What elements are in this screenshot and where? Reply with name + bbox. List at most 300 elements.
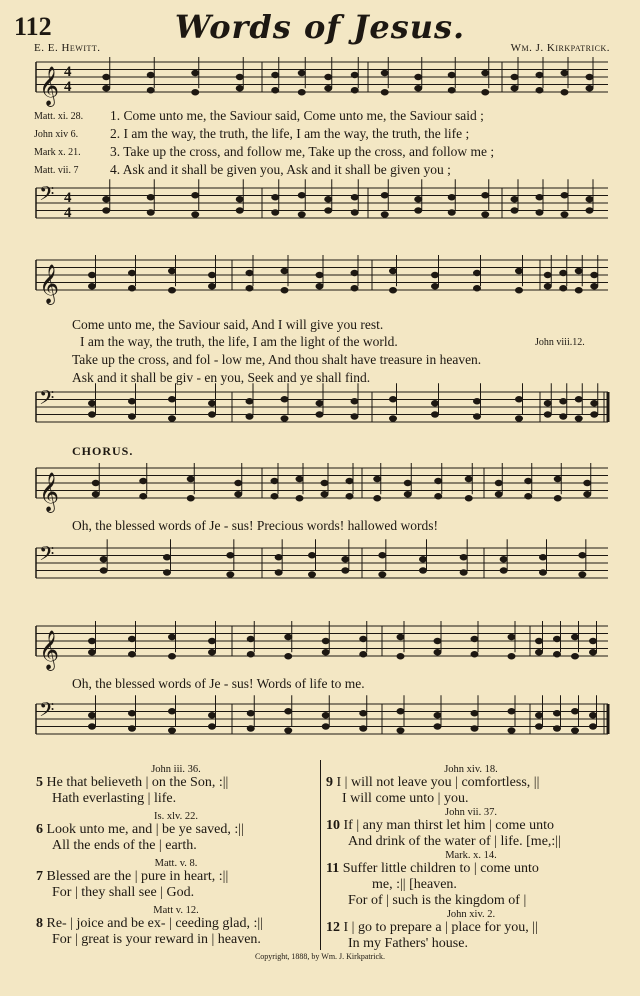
- notehead: [471, 636, 479, 642]
- notehead: [471, 725, 479, 731]
- notehead: [298, 70, 306, 76]
- notehead: [351, 194, 359, 200]
- notehead: [284, 634, 292, 640]
- notehead: [168, 653, 176, 659]
- notehead: [187, 495, 195, 501]
- notehead: [404, 480, 412, 486]
- notehead: [389, 287, 397, 293]
- notehead: [389, 396, 397, 402]
- notehead: [535, 723, 543, 729]
- stanza-ref: Mark. x. 14.: [445, 850, 497, 861]
- notehead: [448, 194, 456, 200]
- notehead: [226, 571, 234, 577]
- verse-line: Ask and it shall be giv - en you, Seek and ye shall find.: [72, 370, 371, 385]
- notehead: [578, 571, 586, 577]
- notehead: [316, 411, 324, 417]
- notehead: [586, 85, 594, 91]
- verse-line: I am the way, the truth, the life, I am the light of the world.: [80, 334, 398, 349]
- notehead: [321, 491, 329, 497]
- chorus-line: Oh, the blessed words of Je - sus! Words of life to me.: [72, 676, 365, 691]
- notehead: [351, 87, 359, 93]
- notehead: [322, 712, 330, 718]
- notehead: [316, 283, 324, 289]
- notehead: [275, 554, 283, 560]
- notehead: [381, 192, 389, 198]
- notehead: [524, 493, 532, 499]
- notehead: [324, 85, 332, 91]
- chorus-label: CHORUS.: [72, 444, 134, 458]
- notehead: [359, 636, 367, 642]
- notehead: [191, 192, 199, 198]
- time-signature: 4: [64, 190, 72, 206]
- scripture-ref: Mark x. 21.: [34, 147, 81, 158]
- notehead: [495, 491, 503, 497]
- chorus-line: Oh, the blessed words of Je - sus! Precious words! hallowed words!: [72, 518, 438, 533]
- notehead: [414, 74, 422, 80]
- notehead: [578, 552, 586, 558]
- notehead: [359, 651, 367, 657]
- notehead: [553, 710, 561, 716]
- notehead: [88, 723, 96, 729]
- notehead: [236, 196, 244, 202]
- bass-staff-system-2: [0, 382, 640, 442]
- notehead: [88, 283, 96, 289]
- notehead: [561, 211, 569, 217]
- notehead: [324, 196, 332, 202]
- bass-staff-system-4: [0, 694, 640, 754]
- stanza-line: me, :|| [heaven.: [372, 877, 457, 892]
- treble-clef-icon: 𝄞: [39, 66, 60, 106]
- notehead: [284, 708, 292, 714]
- stanza-column-right: [326, 764, 616, 952]
- notehead: [247, 636, 255, 642]
- notehead: [281, 268, 289, 274]
- notehead: [208, 283, 216, 289]
- stanza: [326, 850, 616, 909]
- notehead: [397, 708, 405, 714]
- notehead: [346, 493, 354, 499]
- notehead: [168, 415, 176, 421]
- notehead: [208, 400, 216, 406]
- page-number: 112: [14, 12, 52, 41]
- notehead: [246, 285, 254, 291]
- notehead: [281, 396, 289, 402]
- notehead: [378, 552, 386, 558]
- notehead: [544, 283, 552, 289]
- notehead: [554, 495, 562, 501]
- notehead: [298, 192, 306, 198]
- notehead: [481, 70, 489, 76]
- treble-clef-icon: 𝄞: [39, 630, 60, 670]
- notehead: [539, 554, 547, 560]
- treble-staff-system-1: [0, 52, 640, 112]
- notehead: [508, 708, 516, 714]
- notehead: [511, 207, 519, 213]
- stanza-ref: John xiv. 2.: [446, 909, 496, 920]
- notehead: [586, 196, 594, 202]
- notehead: [575, 268, 583, 274]
- notehead: [321, 480, 329, 486]
- stanza-number: 8: [36, 916, 43, 931]
- verse-line: Come unto me, the Saviour said, And I will give you rest.: [72, 317, 384, 332]
- author-credit: E. E. Hewitt.: [34, 42, 101, 54]
- stanza-number: 10: [326, 818, 340, 833]
- bass-staff-system-1: [0, 178, 640, 238]
- notehead: [431, 272, 439, 278]
- notehead: [296, 495, 304, 501]
- stanza-ref: Is. xlv. 22.: [154, 811, 198, 822]
- notehead: [553, 651, 561, 657]
- notehead: [92, 480, 100, 486]
- notehead: [100, 567, 108, 573]
- notehead: [281, 287, 289, 293]
- verse-line: 3. Take up the cross, and follow me, Take up the cross, and follow me ;: [110, 144, 495, 159]
- notehead: [351, 72, 359, 78]
- notehead: [322, 638, 330, 644]
- notehead: [473, 270, 481, 276]
- notehead: [434, 493, 442, 499]
- notehead: [236, 74, 244, 80]
- notehead: [322, 723, 330, 729]
- bass-staff-system-3: [0, 538, 640, 598]
- notehead: [536, 194, 544, 200]
- notehead: [139, 493, 147, 499]
- stanza: [36, 764, 316, 807]
- bass-clef-icon: 𝄢: [39, 386, 55, 414]
- stanza-line: For of | such is the kingdom of |: [348, 893, 527, 908]
- notehead: [271, 493, 279, 499]
- notehead: [414, 207, 422, 213]
- notehead: [236, 85, 244, 91]
- notehead: [341, 556, 349, 562]
- stanza: [36, 811, 316, 854]
- notehead: [88, 649, 96, 655]
- notehead: [544, 272, 552, 278]
- stanza-number: 5: [36, 775, 43, 790]
- notehead: [275, 569, 283, 575]
- notehead: [281, 415, 289, 421]
- notehead: [559, 413, 567, 419]
- notehead: [448, 209, 456, 215]
- bass-clef-icon: 𝄢: [39, 182, 55, 210]
- notehead: [128, 725, 136, 731]
- notehead: [139, 478, 147, 484]
- notehead: [168, 268, 176, 274]
- notehead: [465, 495, 473, 501]
- notehead: [561, 192, 569, 198]
- notehead: [351, 209, 359, 215]
- notehead: [168, 396, 176, 402]
- notehead: [389, 268, 397, 274]
- notehead: [590, 400, 598, 406]
- notehead: [128, 710, 136, 716]
- notehead: [351, 398, 359, 404]
- stanza-line: Suffer little children to | come unto: [342, 861, 539, 876]
- notehead: [434, 712, 442, 718]
- scripture-ref: Matt. xi. 28.: [34, 111, 84, 122]
- stanza-line: Look unto me, and | be ye saved, :||: [46, 822, 244, 837]
- notehead: [481, 192, 489, 198]
- notehead: [284, 727, 292, 733]
- column-divider: [320, 760, 321, 950]
- notehead: [147, 209, 155, 215]
- notehead: [536, 72, 544, 78]
- notehead: [163, 554, 171, 560]
- notehead: [539, 569, 547, 575]
- notehead: [434, 723, 442, 729]
- notehead: [559, 285, 567, 291]
- notehead: [128, 636, 136, 642]
- notehead: [246, 413, 254, 419]
- composer-credit: Wm. J. Kirkpatrick.: [510, 42, 610, 54]
- notehead: [378, 571, 386, 577]
- notehead: [554, 476, 562, 482]
- notehead: [571, 634, 579, 640]
- notehead: [575, 396, 583, 402]
- notehead: [590, 283, 598, 289]
- notehead: [561, 89, 569, 95]
- stanza-line: I will come unto | you.: [342, 791, 469, 806]
- stanza-line: He that believeth | on the Son, :||: [46, 775, 229, 790]
- notehead: [524, 478, 532, 484]
- notehead: [102, 74, 110, 80]
- notehead: [404, 491, 412, 497]
- stanza-number: 7: [36, 869, 43, 884]
- notehead: [544, 400, 552, 406]
- notehead: [88, 411, 96, 417]
- notehead: [247, 725, 255, 731]
- stanza: [36, 905, 316, 948]
- notehead: [535, 649, 543, 655]
- notehead: [515, 268, 523, 274]
- notehead: [247, 710, 255, 716]
- notehead: [308, 552, 316, 558]
- notehead: [298, 211, 306, 217]
- notehead: [575, 287, 583, 293]
- notehead: [88, 272, 96, 278]
- notehead: [346, 478, 354, 484]
- notehead: [208, 649, 216, 655]
- notehead: [322, 649, 330, 655]
- notehead: [128, 651, 136, 657]
- notehead: [208, 411, 216, 417]
- stanza-line: All the ends of the | earth.: [52, 838, 197, 853]
- notehead: [511, 74, 519, 80]
- notehead: [271, 194, 279, 200]
- notehead: [434, 478, 442, 484]
- bass-clef-icon: 𝄢: [39, 542, 55, 570]
- notehead: [481, 89, 489, 95]
- notehead: [508, 634, 516, 640]
- notehead: [434, 649, 442, 655]
- notehead: [208, 638, 216, 644]
- notehead: [589, 712, 597, 718]
- stanza-ref: John iii. 36.: [151, 764, 201, 775]
- notehead: [589, 649, 597, 655]
- notehead: [187, 476, 195, 482]
- stanza-line: For | great is your reward in | heaven.: [52, 932, 261, 947]
- notehead: [397, 634, 405, 640]
- treble-clef-icon: 𝄞: [39, 264, 60, 304]
- notehead: [324, 207, 332, 213]
- notehead: [553, 636, 561, 642]
- notehead: [571, 708, 579, 714]
- hymn-title: Words of Jesus.: [174, 8, 466, 46]
- notehead: [583, 480, 591, 486]
- notehead: [191, 89, 199, 95]
- verse-line: 1. Come unto me, the Saviour said, Come unto me, the Saviour said ;: [110, 108, 484, 123]
- notehead: [308, 571, 316, 577]
- notehead: [381, 89, 389, 95]
- notehead: [583, 491, 591, 497]
- notehead: [511, 85, 519, 91]
- notehead: [102, 85, 110, 91]
- notehead: [431, 411, 439, 417]
- stanza-number: 6: [36, 822, 43, 837]
- notehead: [589, 638, 597, 644]
- notehead: [168, 708, 176, 714]
- scripture-ref: John viii.12.: [535, 337, 585, 348]
- stanza-line: And drink of the water of | life. [me,:||: [348, 834, 561, 849]
- notehead: [128, 413, 136, 419]
- stanza-ref: John vii. 37.: [445, 807, 497, 818]
- notehead: [208, 272, 216, 278]
- notehead: [495, 480, 503, 486]
- notehead: [389, 415, 397, 421]
- notehead: [431, 283, 439, 289]
- notehead: [589, 723, 597, 729]
- stanza-line: Re- | joice and be ex- | ceeding glad, :||: [46, 916, 263, 931]
- notehead: [515, 396, 523, 402]
- notehead: [271, 72, 279, 78]
- notehead: [471, 710, 479, 716]
- notehead: [481, 211, 489, 217]
- notehead: [226, 552, 234, 558]
- stanza-line: Blessed are the | pure in heart, :||: [46, 869, 229, 884]
- notehead: [460, 554, 468, 560]
- notehead: [359, 725, 367, 731]
- notehead: [559, 398, 567, 404]
- notehead: [246, 398, 254, 404]
- time-signature: 4: [64, 205, 72, 221]
- notehead: [128, 398, 136, 404]
- notehead: [234, 480, 242, 486]
- notehead: [100, 556, 108, 562]
- notehead: [88, 400, 96, 406]
- notehead: [102, 207, 110, 213]
- notehead: [508, 653, 516, 659]
- notehead: [271, 209, 279, 215]
- stanza-line: I | go to prepare a | place for you, ||: [343, 920, 538, 935]
- scripture-ref: John xiv 6.: [34, 129, 79, 140]
- treble-staff-system-3: [0, 458, 640, 518]
- notehead: [88, 712, 96, 718]
- stanza-number: 9: [326, 775, 333, 790]
- notehead: [465, 476, 473, 482]
- notehead: [460, 569, 468, 575]
- notehead: [128, 285, 136, 291]
- treble-staff-system-4: [0, 616, 640, 676]
- notehead: [102, 196, 110, 202]
- notehead: [586, 207, 594, 213]
- stanza-number: 11: [326, 861, 340, 876]
- notehead: [247, 651, 255, 657]
- notehead: [284, 653, 292, 659]
- notehead: [147, 87, 155, 93]
- notehead: [431, 400, 439, 406]
- notehead: [296, 476, 304, 482]
- stanza-line: I | will not leave you | comfortless, ||: [336, 775, 540, 790]
- notehead: [500, 567, 508, 573]
- notehead: [508, 727, 516, 733]
- copyright-notice: Copyright, 1888, by Wm. J. Kirkpatrick.: [254, 952, 386, 961]
- notehead: [434, 638, 442, 644]
- notehead: [373, 476, 381, 482]
- stanza-ref: Matt. v. 8.: [154, 858, 198, 869]
- notehead: [271, 478, 279, 484]
- notehead: [571, 653, 579, 659]
- notehead: [351, 413, 359, 419]
- stanza: [36, 858, 316, 901]
- time-signature: 4: [64, 79, 72, 95]
- stanza-line: In my Fathers' house.: [348, 936, 468, 951]
- stanza-line: If | any man thirst let him | come unto: [343, 818, 555, 833]
- verse-line: 2. I am the way, the truth, the life, I am the way, the truth, the life ;: [110, 126, 470, 141]
- notehead: [535, 712, 543, 718]
- notehead: [473, 413, 481, 419]
- notehead: [559, 270, 567, 276]
- stanza-column-left: [36, 764, 316, 948]
- stanza-number: 12: [326, 920, 340, 935]
- notehead: [351, 285, 359, 291]
- verse-line: Take up the cross, and fol - low me, And thou shalt have treasure in heaven.: [72, 352, 482, 367]
- notehead: [590, 272, 598, 278]
- notehead: [341, 567, 349, 573]
- notehead: [419, 567, 427, 573]
- notehead: [168, 287, 176, 293]
- notehead: [88, 638, 96, 644]
- notehead: [471, 651, 479, 657]
- notehead: [511, 196, 519, 202]
- notehead: [515, 415, 523, 421]
- verse-line: 4. Ask and it shall be given you, Ask and it shall be given you ;: [110, 162, 451, 177]
- notehead: [397, 653, 405, 659]
- notehead: [163, 569, 171, 575]
- stanza-ref: John xiv. 18.: [444, 764, 498, 775]
- stanza-line: For | they shall see | God.: [52, 885, 195, 900]
- notehead: [359, 710, 367, 716]
- notehead: [414, 196, 422, 202]
- notehead: [473, 398, 481, 404]
- notehead: [515, 287, 523, 293]
- notehead: [168, 727, 176, 733]
- notehead: [236, 207, 244, 213]
- notehead: [147, 72, 155, 78]
- notehead: [271, 87, 279, 93]
- notehead: [575, 415, 583, 421]
- notehead: [168, 634, 176, 640]
- notehead: [536, 87, 544, 93]
- stanza-ref: Matt v. 12.: [153, 905, 199, 916]
- notehead: [448, 87, 456, 93]
- stanza-line: Hath everlasting | life.: [52, 791, 177, 806]
- notehead: [535, 638, 543, 644]
- notehead: [448, 72, 456, 78]
- treble-staff-system-2: [0, 250, 640, 310]
- notehead: [246, 270, 254, 276]
- notehead: [191, 211, 199, 217]
- bass-clef-icon: 𝄢: [39, 698, 55, 726]
